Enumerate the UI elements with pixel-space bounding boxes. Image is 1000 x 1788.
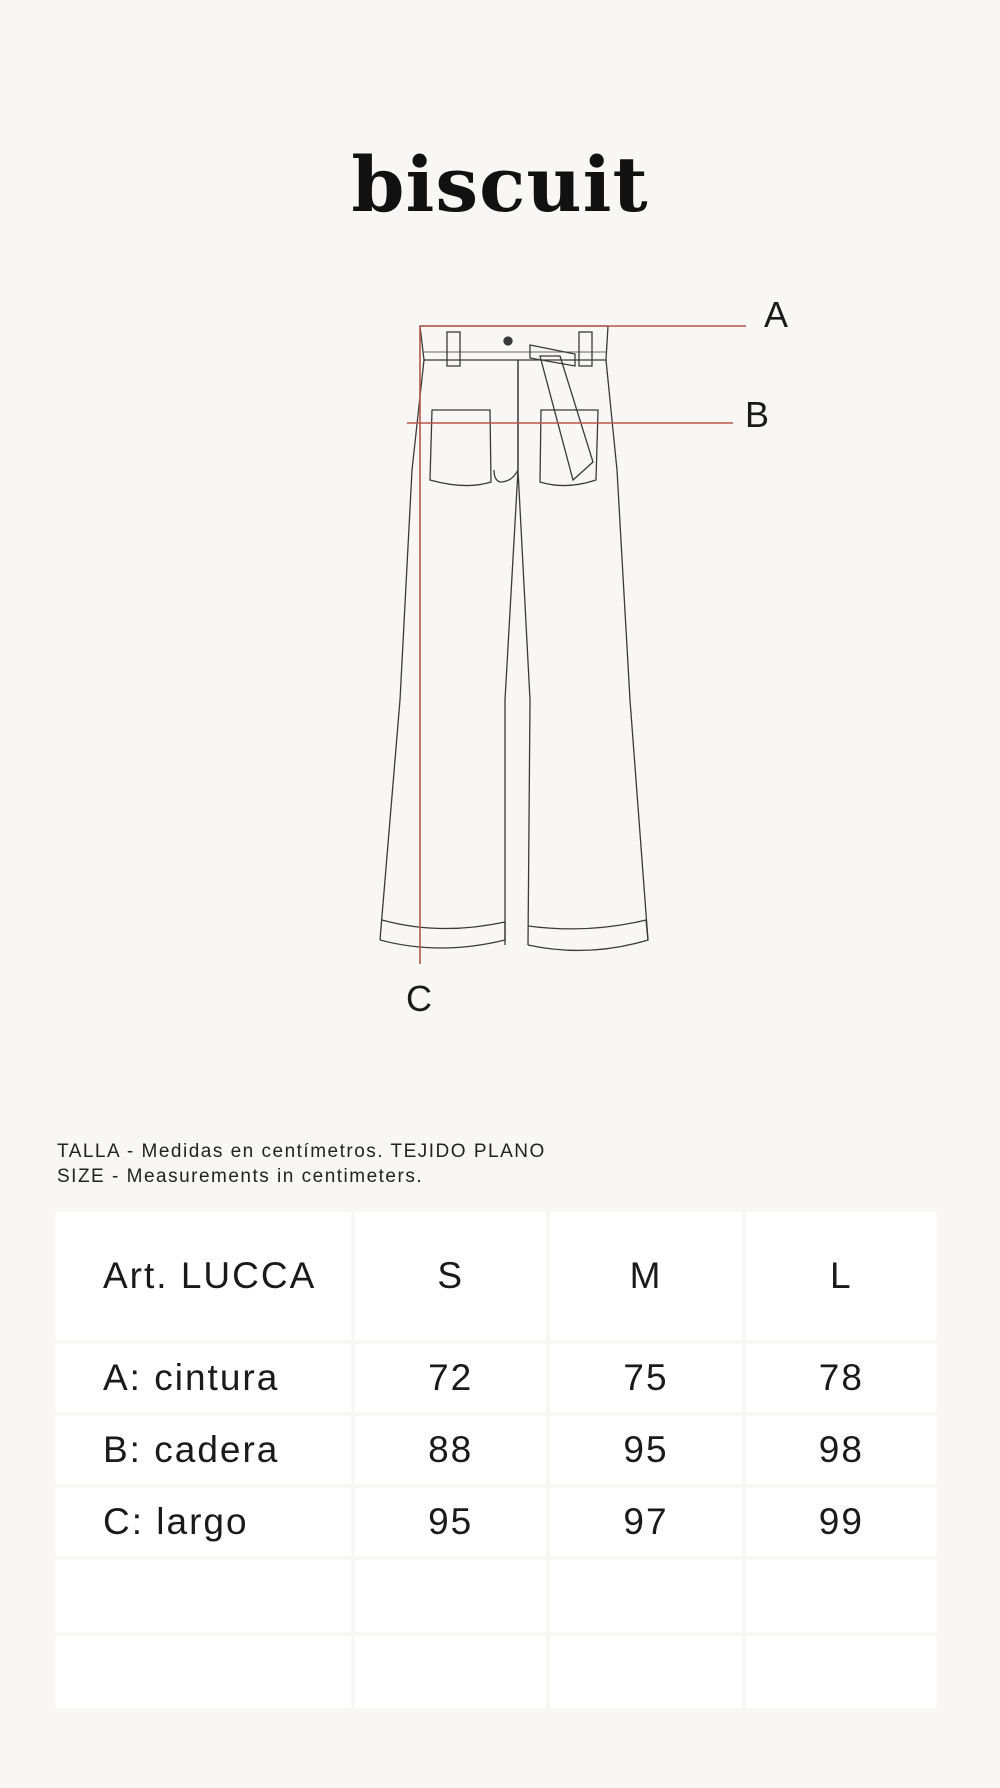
left-leg — [380, 360, 424, 940]
caption-en: SIZE - Measurements in centimeters. — [57, 1166, 424, 1187]
tie-belt-tail — [540, 356, 593, 480]
waistband — [420, 326, 608, 360]
measure-value: 95 — [355, 1488, 546, 1556]
label-c: C — [406, 978, 432, 1019]
empty-cell — [550, 1560, 741, 1632]
table-row — [55, 1344, 937, 1412]
table-row-empty — [55, 1560, 937, 1632]
table-row — [55, 1416, 937, 1484]
article-name: Art. LUCCA — [55, 1212, 351, 1340]
right-leg — [606, 360, 648, 940]
size-header: L — [746, 1212, 937, 1340]
measure-value: 75 — [550, 1344, 741, 1412]
size-header: S — [355, 1212, 546, 1340]
empty-cell — [355, 1636, 546, 1708]
size-table — [51, 1208, 941, 1712]
button — [504, 337, 512, 345]
measure-label: A: cintura — [55, 1344, 351, 1412]
empty-cell — [55, 1636, 351, 1708]
measure-label: C: largo — [55, 1488, 351, 1556]
caption-es: TALLA - Medidas en centímetros. TEJIDO PLANO — [57, 1141, 546, 1162]
right-hem — [528, 920, 648, 950]
size-header: M — [550, 1212, 741, 1340]
left-hem — [380, 920, 505, 948]
table-row — [55, 1488, 937, 1556]
measure-value: 88 — [355, 1416, 546, 1484]
right-pocket — [540, 410, 598, 486]
measure-label: B: cadera — [55, 1416, 351, 1484]
label-b: B — [745, 394, 770, 435]
measure-value: 95 — [550, 1416, 741, 1484]
measure-value: 99 — [746, 1488, 937, 1556]
table-row-empty — [55, 1636, 937, 1708]
measure-value: 78 — [746, 1344, 937, 1412]
label-a: A — [764, 294, 789, 335]
fly — [494, 360, 518, 482]
measure-value: 97 — [550, 1488, 741, 1556]
empty-cell — [550, 1636, 741, 1708]
measurement-guides — [407, 326, 746, 964]
empty-cell — [746, 1636, 937, 1708]
measure-value: 72 — [355, 1344, 546, 1412]
empty-cell — [55, 1560, 351, 1632]
empty-cell — [355, 1560, 546, 1632]
belt-loop — [447, 332, 460, 366]
table-header-row — [55, 1212, 937, 1340]
brand-logo: biscuit — [351, 140, 649, 229]
measure-value: 98 — [746, 1416, 937, 1484]
left-pocket — [430, 410, 491, 486]
belt-loop — [579, 332, 592, 366]
empty-cell — [746, 1560, 937, 1632]
